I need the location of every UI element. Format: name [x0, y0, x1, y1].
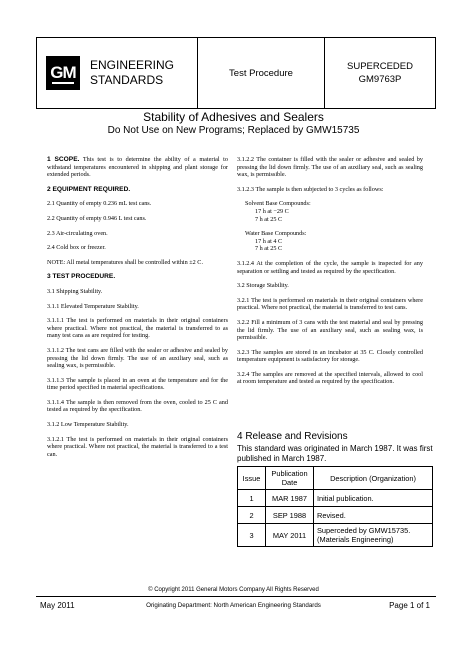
table-header-row [238, 467, 433, 490]
document-subtitle: Do Not Use on New Programs; Replaced by GMW15735 [107, 125, 360, 136]
solvent-heading: Solvent Base Compounds: [245, 200, 311, 208]
cell-issue: 1 [238, 490, 266, 507]
para-3-1-2-1: 3.1.2.1 The test is performed on materials in their original containers where practical. Where not practical, the material is transferred to a test can. [47, 435, 228, 458]
note-temperature: NOTE: All metal temperatures shall be controlled within ±2 C. [47, 258, 203, 266]
left-column [47, 156, 228, 465]
para-3-2: 3.2 Storage Stability. [237, 282, 289, 290]
section-procedure-heading: 3 TEST PROCEDURE. [47, 273, 116, 281]
water-heading: Water Base Compounds: [245, 230, 307, 238]
org-line2: STANDARDS [90, 73, 164, 87]
footer-divider [36, 596, 436, 597]
document-title: Stability of Adhesives and Sealers [143, 110, 324, 124]
para-3-2-1: 3.2.1 The test is performed on materials in their original containers where practical. Where not practical, the material is transferred to test cans. [237, 296, 423, 312]
para-3-1-1-3: 3.1.1.3 The sample is placed in an oven at the temperature and for the time period specified in material specifications. [47, 376, 228, 392]
cell-issue: 2 [238, 507, 266, 524]
doc-number: GM9763P [358, 74, 402, 85]
cell-description: Initial publication. [314, 490, 433, 507]
org-line1: ENGINEERING [90, 58, 175, 72]
gm-logo-text: GM [50, 63, 76, 82]
section-scope [47, 156, 228, 179]
document-header [36, 37, 436, 109]
status-label: SUPERCEDED [347, 61, 413, 72]
para-3-1-1: 3.1.1 Elevated Temperature Stability. [47, 302, 139, 310]
table-row [238, 507, 433, 524]
para-2-2: 2.2 Quantity of empty 0.946 L test cans. [47, 214, 147, 222]
table-row [238, 524, 433, 547]
para-3-1-2-4: 3.1.2.4 At the completion of the cycle, the sample is inspected for any separation or settling and tested as required by the specification. [237, 259, 423, 275]
release-text: This standard was originated in March 1987. It was first published in March 1987. [237, 444, 433, 463]
scope-text: This test is to determine the ability of a material to withstand temperatures encountered in shipping and plant storage for extended periods. [47, 156, 228, 179]
footer-page-number: Page 1 of 1 [389, 601, 430, 610]
col-issue: Issue [238, 467, 266, 490]
revision-table [237, 466, 433, 547]
para-3-1-1-2: 3.1.1.2 The test cans are filled with the sealer or adhesive and sealed by pressing the lid down firmly. The use of an auxiliary seal, such as sealing wax, is permissible. [47, 346, 228, 370]
solvent-line2: 7 h at 25 C [255, 215, 283, 223]
scope-heading: 1 SCOPE. [47, 156, 80, 163]
release-heading: 4 Release and Revisions [237, 431, 348, 442]
section-equipment-heading: 2 EQUIPMENT REQUIRED. [47, 185, 131, 193]
cell-date: SEP 1988 [266, 507, 314, 524]
col-description: Description (Organization) [314, 467, 433, 490]
para-3-2-4: 3.2.4 The samples are removed at the specified intervals, allowed to cool at room temperature and tested as required by the specification. [237, 370, 423, 386]
cell-issue: 3 [238, 524, 266, 547]
cell-date: MAY 2011 [266, 524, 314, 547]
right-column [237, 156, 423, 393]
cell-description: Superceded by GMW15735. (Materials Engineering) [314, 524, 433, 547]
table-row [238, 490, 433, 507]
para-3-1-2: 3.1.2 Low Temperature Stability. [47, 421, 129, 429]
para-2-4: 2.4 Cold box or freezer. [47, 244, 106, 252]
para-3-1: 3.1 Shipping Stability. [47, 287, 103, 295]
footer-department: Originating Department: North American Engineering Standards [146, 602, 321, 609]
para-3-2-2: 3.2.2 Fill a minimum of 3 cans with the test material and seal by pressing the lid firmly. The use of an auxiliary seal, such as sealing wax, is permissible. [237, 318, 423, 342]
para-3-2-3: 3.2.3 The samples are stored in an incubator at 35 C. Closely controlled temperature equipment is satisfactory for storage. [237, 348, 423, 364]
para-3-1-2-3: 3.1.2.3 The sample is then subjected to 3 cycles as follows: [237, 185, 384, 193]
cell-description: Revised. [314, 507, 433, 524]
col-publication-date: Publication Date [266, 467, 314, 490]
para-2-1: 2.1 Quantity of empty 0.236 mL test cans. [47, 200, 152, 208]
org-name [90, 58, 174, 88]
footer-date: May 2011 [40, 601, 75, 610]
water-line2: 7 h at 25 C [255, 245, 283, 253]
gm-logo-icon [46, 56, 80, 90]
header-status-cell [325, 38, 435, 108]
para-3-1-1-4: 3.1.1.4 The sample is then removed from the oven, cooled to 25 C and tested as required by the specification. [47, 398, 228, 414]
copyright-notice: © Copyright 2011 General Motors Company All Rights Reserved [148, 587, 319, 593]
para-3-1-2-2: 3.1.2.2 The container is filled with the sealer or adhesive and sealed by pressing the lid down firmly. The use of an auxiliary seal, such as sealing wax, is permissible. [237, 156, 423, 179]
solvent-line1: 17 h at −29 C [255, 207, 289, 215]
cell-date: MAR 1987 [266, 490, 314, 507]
doc-type: Test Procedure [198, 38, 325, 108]
water-line1: 17 h at 4 C [255, 237, 283, 245]
para-3-1-1-1: 3.1.1.1 The test is performed on materials in their original containers where practical. Where not practical, the material is transferred to as many test cans as are required for testing. [47, 317, 228, 340]
header-org-cell [37, 38, 198, 108]
para-2-3: 2.3 Air-circulating oven. [47, 229, 108, 237]
